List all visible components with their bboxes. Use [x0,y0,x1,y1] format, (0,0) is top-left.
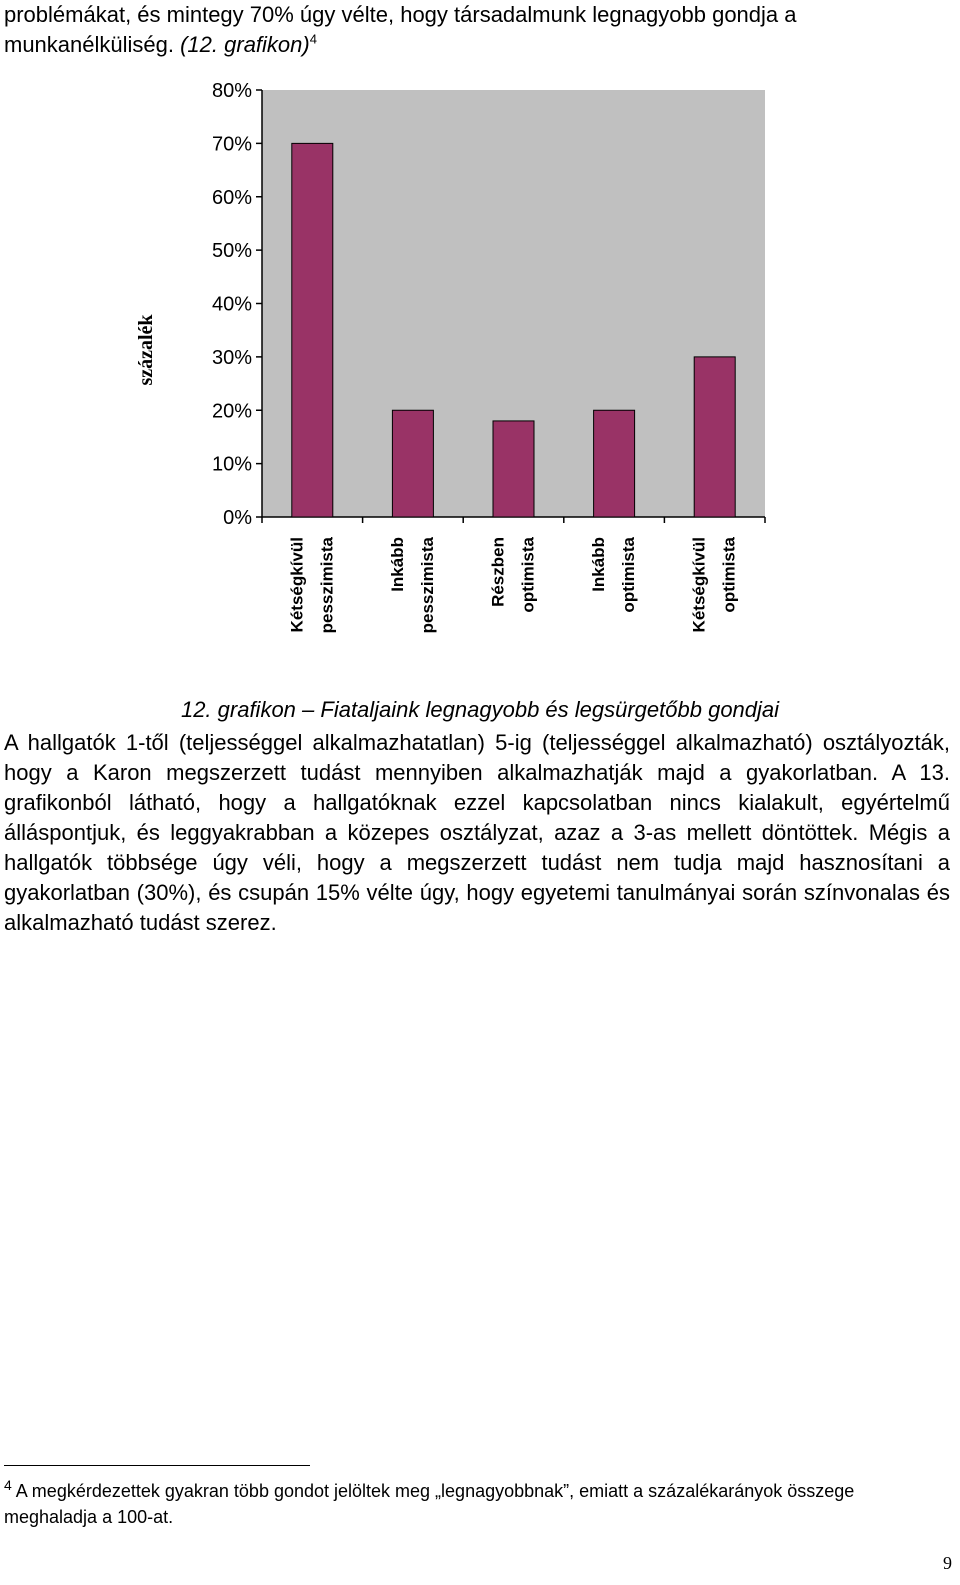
intro-line-2-text: munkanélküliség. [4,32,181,57]
x-category-label: Kétségkívül [689,537,709,633]
body-paragraph: A hallgatók 1-től (teljességgel alkalmazhatatlan) 5-ig (teljességgel alkalmazható) osztályozták, hogy a Karon megszerzett tudást mennyiben alkalmazhatják majd a gyakorlatban. A 13. grafikonból látható, hogy a hallgatóknak ezzel kapcsolatban nincs kialakult, egyértelmű álláspontjuk, és leggyakrabban a közepes osztályzat, azaz a 3-as mellett döntöttek. Mégis a hallgatók többsége úgy véli, hogy a megszerzett tudást nem tudja majd hasznosítani a gyakorlatban (30%), és csupán 15% vélte úgy, hogy egyetemi tanulmányai során színvonalas és alkalmazható tudást szerez. [4,730,950,935]
x-category-label: Inkább [387,537,407,592]
x-category-label: Inkább [589,537,609,592]
footnote-text: A megkérdezettek gyakran több gondot jelöltek meg „legnagyobbnak”, emiatt a százalékarányok összege meghaladja a 100-at. [4,1481,855,1527]
footnote [4,1478,950,1530]
footnote-reference: 4 [309,31,317,47]
page-number: 9 [943,1553,952,1573]
x-category-label: optimista [719,537,739,613]
y-tick-label: 20% [211,400,252,423]
y-tick-label: 60% [211,186,252,209]
bar [493,421,534,517]
x-category-label: optimista [518,537,538,613]
bar [392,410,433,517]
intro-text [4,0,950,60]
y-axis-title: százalék [135,314,157,386]
bar [694,357,735,517]
y-tick-label: 50% [211,240,252,263]
y-tick-label: 70% [211,133,252,156]
x-category-label: pesszimista [317,537,337,634]
y-tick-label: 10% [211,453,252,476]
y-tick-label: 30% [211,346,252,369]
bar [594,410,635,517]
intro-line-2 [4,30,950,60]
bar-chart [0,70,960,670]
x-category-label: Részben [488,537,508,607]
chart-caption: 12. grafikon – Fiataljaink legnagyobb és legsürgetőbb gondjai [180,697,780,722]
x-category-label: optimista [619,537,639,613]
y-tick-label: 40% [211,293,252,316]
x-category-label: pesszimista [417,537,437,634]
y-tick-label: 80% [211,80,252,102]
y-tick-label: 0% [223,507,252,529]
footnote-divider [4,1465,310,1466]
footnote-mark: 4 [4,1477,12,1493]
intro-line-1: problémákat, és mintegy 70% úgy vélte, hogy társadalmunk legnagyobb gondja a [4,2,797,27]
bar [292,143,333,517]
x-category-label: Kétségkívül [287,537,307,633]
chart-reference: (12. grafikon) [180,32,310,57]
